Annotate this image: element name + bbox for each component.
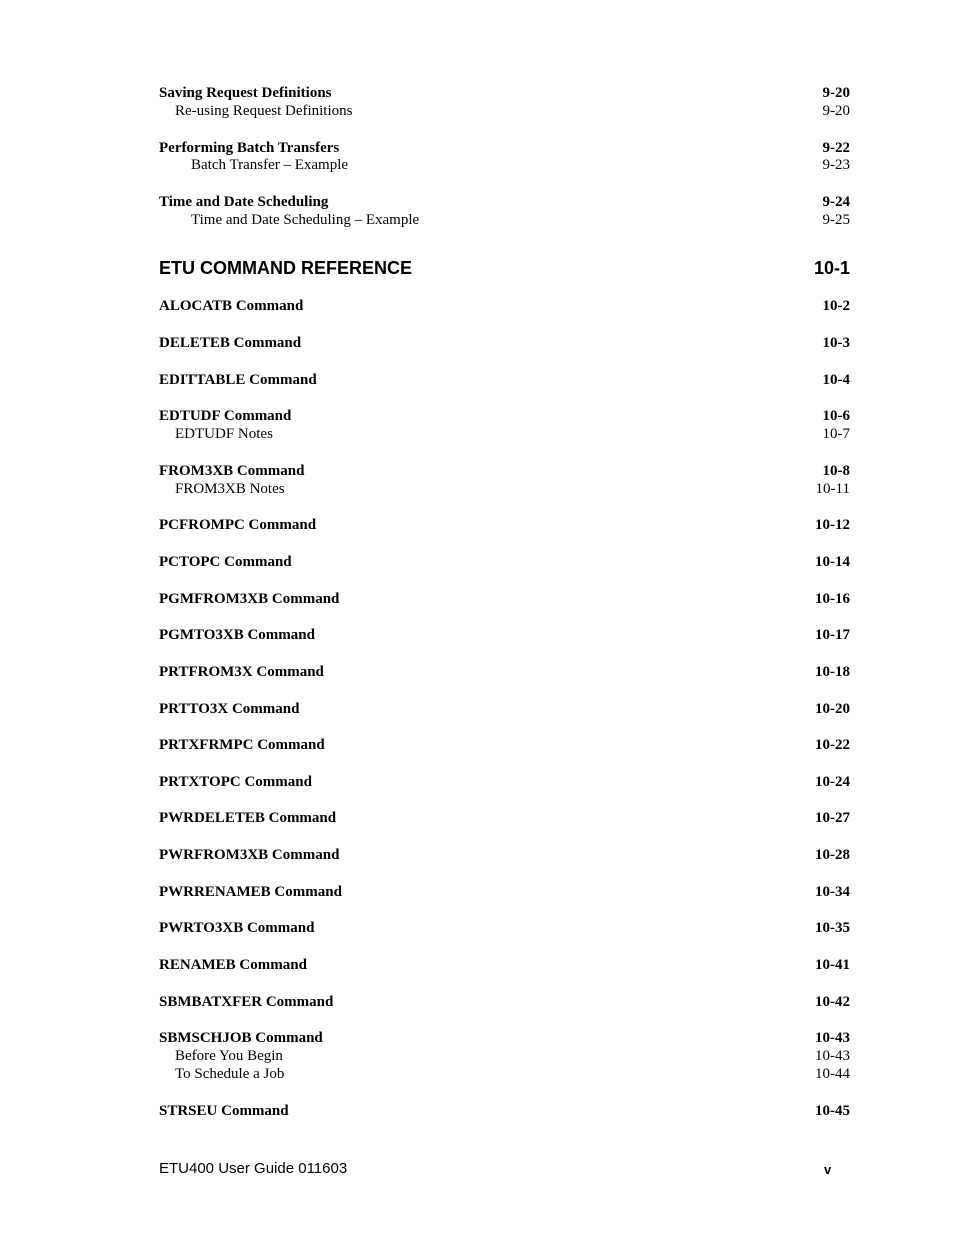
toc-entry-title: PGMTO3XB Command <box>159 627 315 643</box>
toc-entry-page: 9-22 <box>822 140 850 156</box>
toc-entry-page: 10-6 <box>822 408 850 424</box>
toc-entry-title: EDITTABLE Command <box>159 372 317 388</box>
toc-entry-page: 10-2 <box>822 298 850 314</box>
toc-entry-page: 10-18 <box>815 664 850 680</box>
toc-entry-title: EDTUDF Notes <box>175 426 273 442</box>
toc-entry-title: PRTFROM3X Command <box>159 664 324 680</box>
toc-entry-page: 10-4 <box>822 372 850 388</box>
toc-entry-page: 9-23 <box>822 157 850 173</box>
toc-entry-title: PCTOPC Command <box>159 554 292 570</box>
toc-entry-page: 10-7 <box>822 426 850 442</box>
footer-page-number: v <box>824 1162 832 1177</box>
toc-entry-title: Time and Date Scheduling <box>159 194 329 210</box>
toc-entry-title: PRTXFRMPC Command <box>159 737 325 753</box>
toc-entry-title: STRSEU Command <box>159 1103 289 1119</box>
toc-entry-title: PWRDELETEB Command <box>159 810 337 826</box>
toc-entry-page: 10-43 <box>815 1030 850 1046</box>
toc-entry-page: 10-27 <box>815 810 850 826</box>
toc-entry-page: 10-24 <box>815 774 850 790</box>
toc-entry-page: 10-42 <box>815 994 850 1010</box>
toc-entry-page: 10-14 <box>815 554 850 570</box>
toc-entry-page: 10-28 <box>815 847 850 863</box>
toc-entry-title: FROM3XB Command <box>159 463 305 479</box>
toc-entry-title: PRTXTOPC Command <box>159 774 312 790</box>
toc-entry-page: 10-41 <box>815 957 850 973</box>
toc-entry-page: 10-17 <box>815 627 850 643</box>
toc-entry-page: 10-44 <box>815 1066 850 1082</box>
toc-entry-title: ALOCATB Command <box>159 298 304 314</box>
chapter-title: ETU COMMAND REFERENCE <box>159 258 413 278</box>
toc-entry-page: 10-3 <box>822 335 850 351</box>
toc-entry-title: Time and Date Scheduling – Example <box>191 212 420 228</box>
toc-entry-title: PCFROMPC Command <box>159 517 317 533</box>
toc-entry-page: 10-22 <box>815 737 850 753</box>
toc-entry-page: 10-34 <box>815 884 850 900</box>
toc-entry-title: PWRTO3XB Command <box>159 920 315 936</box>
toc-entry-title: Re-using Request Definitions <box>175 103 353 119</box>
toc-entry-page: 10-35 <box>815 920 850 936</box>
toc-entry-title: FROM3XB Notes <box>175 481 285 497</box>
toc-entry-page: 10-43 <box>815 1048 850 1064</box>
toc-entry-page: 9-20 <box>822 85 850 101</box>
toc-entry-title: Saving Request Definitions <box>159 85 332 101</box>
toc-entry-title: PRTTO3X Command <box>159 701 300 717</box>
toc-entry-page: 10-8 <box>822 463 850 479</box>
toc-entry-page: 9-25 <box>822 212 850 228</box>
toc-entry-page: 10-20 <box>815 701 850 717</box>
toc-entry-title: Before You Begin <box>175 1048 283 1064</box>
toc-entry-page: 9-24 <box>822 194 850 210</box>
toc-entry-title: PGMFROM3XB Command <box>159 591 340 607</box>
toc-entry-title: PWRFROM3XB Command <box>159 847 340 863</box>
toc-entry-title: RENAMEB Command <box>159 957 307 973</box>
toc-entry-title: To Schedule a Job <box>175 1066 285 1082</box>
toc-entry-title: Batch Transfer – Example <box>191 157 349 173</box>
toc-entry-page: 10-16 <box>815 591 850 607</box>
toc-entry-title: SBMSCHJOB Command <box>159 1030 323 1046</box>
toc-entry-title: SBMBATXFER Command <box>159 994 334 1010</box>
toc-entry-page: 10-45 <box>815 1103 850 1119</box>
toc-entry-title: DELETEB Command <box>159 335 302 351</box>
footer-guide-title: ETU400 User Guide 011603 <box>159 1160 348 1177</box>
toc-entry-title: Performing Batch Transfers <box>159 140 340 156</box>
toc-entry-title: EDTUDF Command <box>159 408 292 424</box>
chapter-page: 10-1 <box>813 258 850 278</box>
toc-entry-page: 10-11 <box>815 481 850 497</box>
toc-entry-page: 9-20 <box>822 103 850 119</box>
toc-entry-title: PWRRENAMEB Command <box>159 884 342 900</box>
toc-entry-page: 10-12 <box>815 517 850 533</box>
